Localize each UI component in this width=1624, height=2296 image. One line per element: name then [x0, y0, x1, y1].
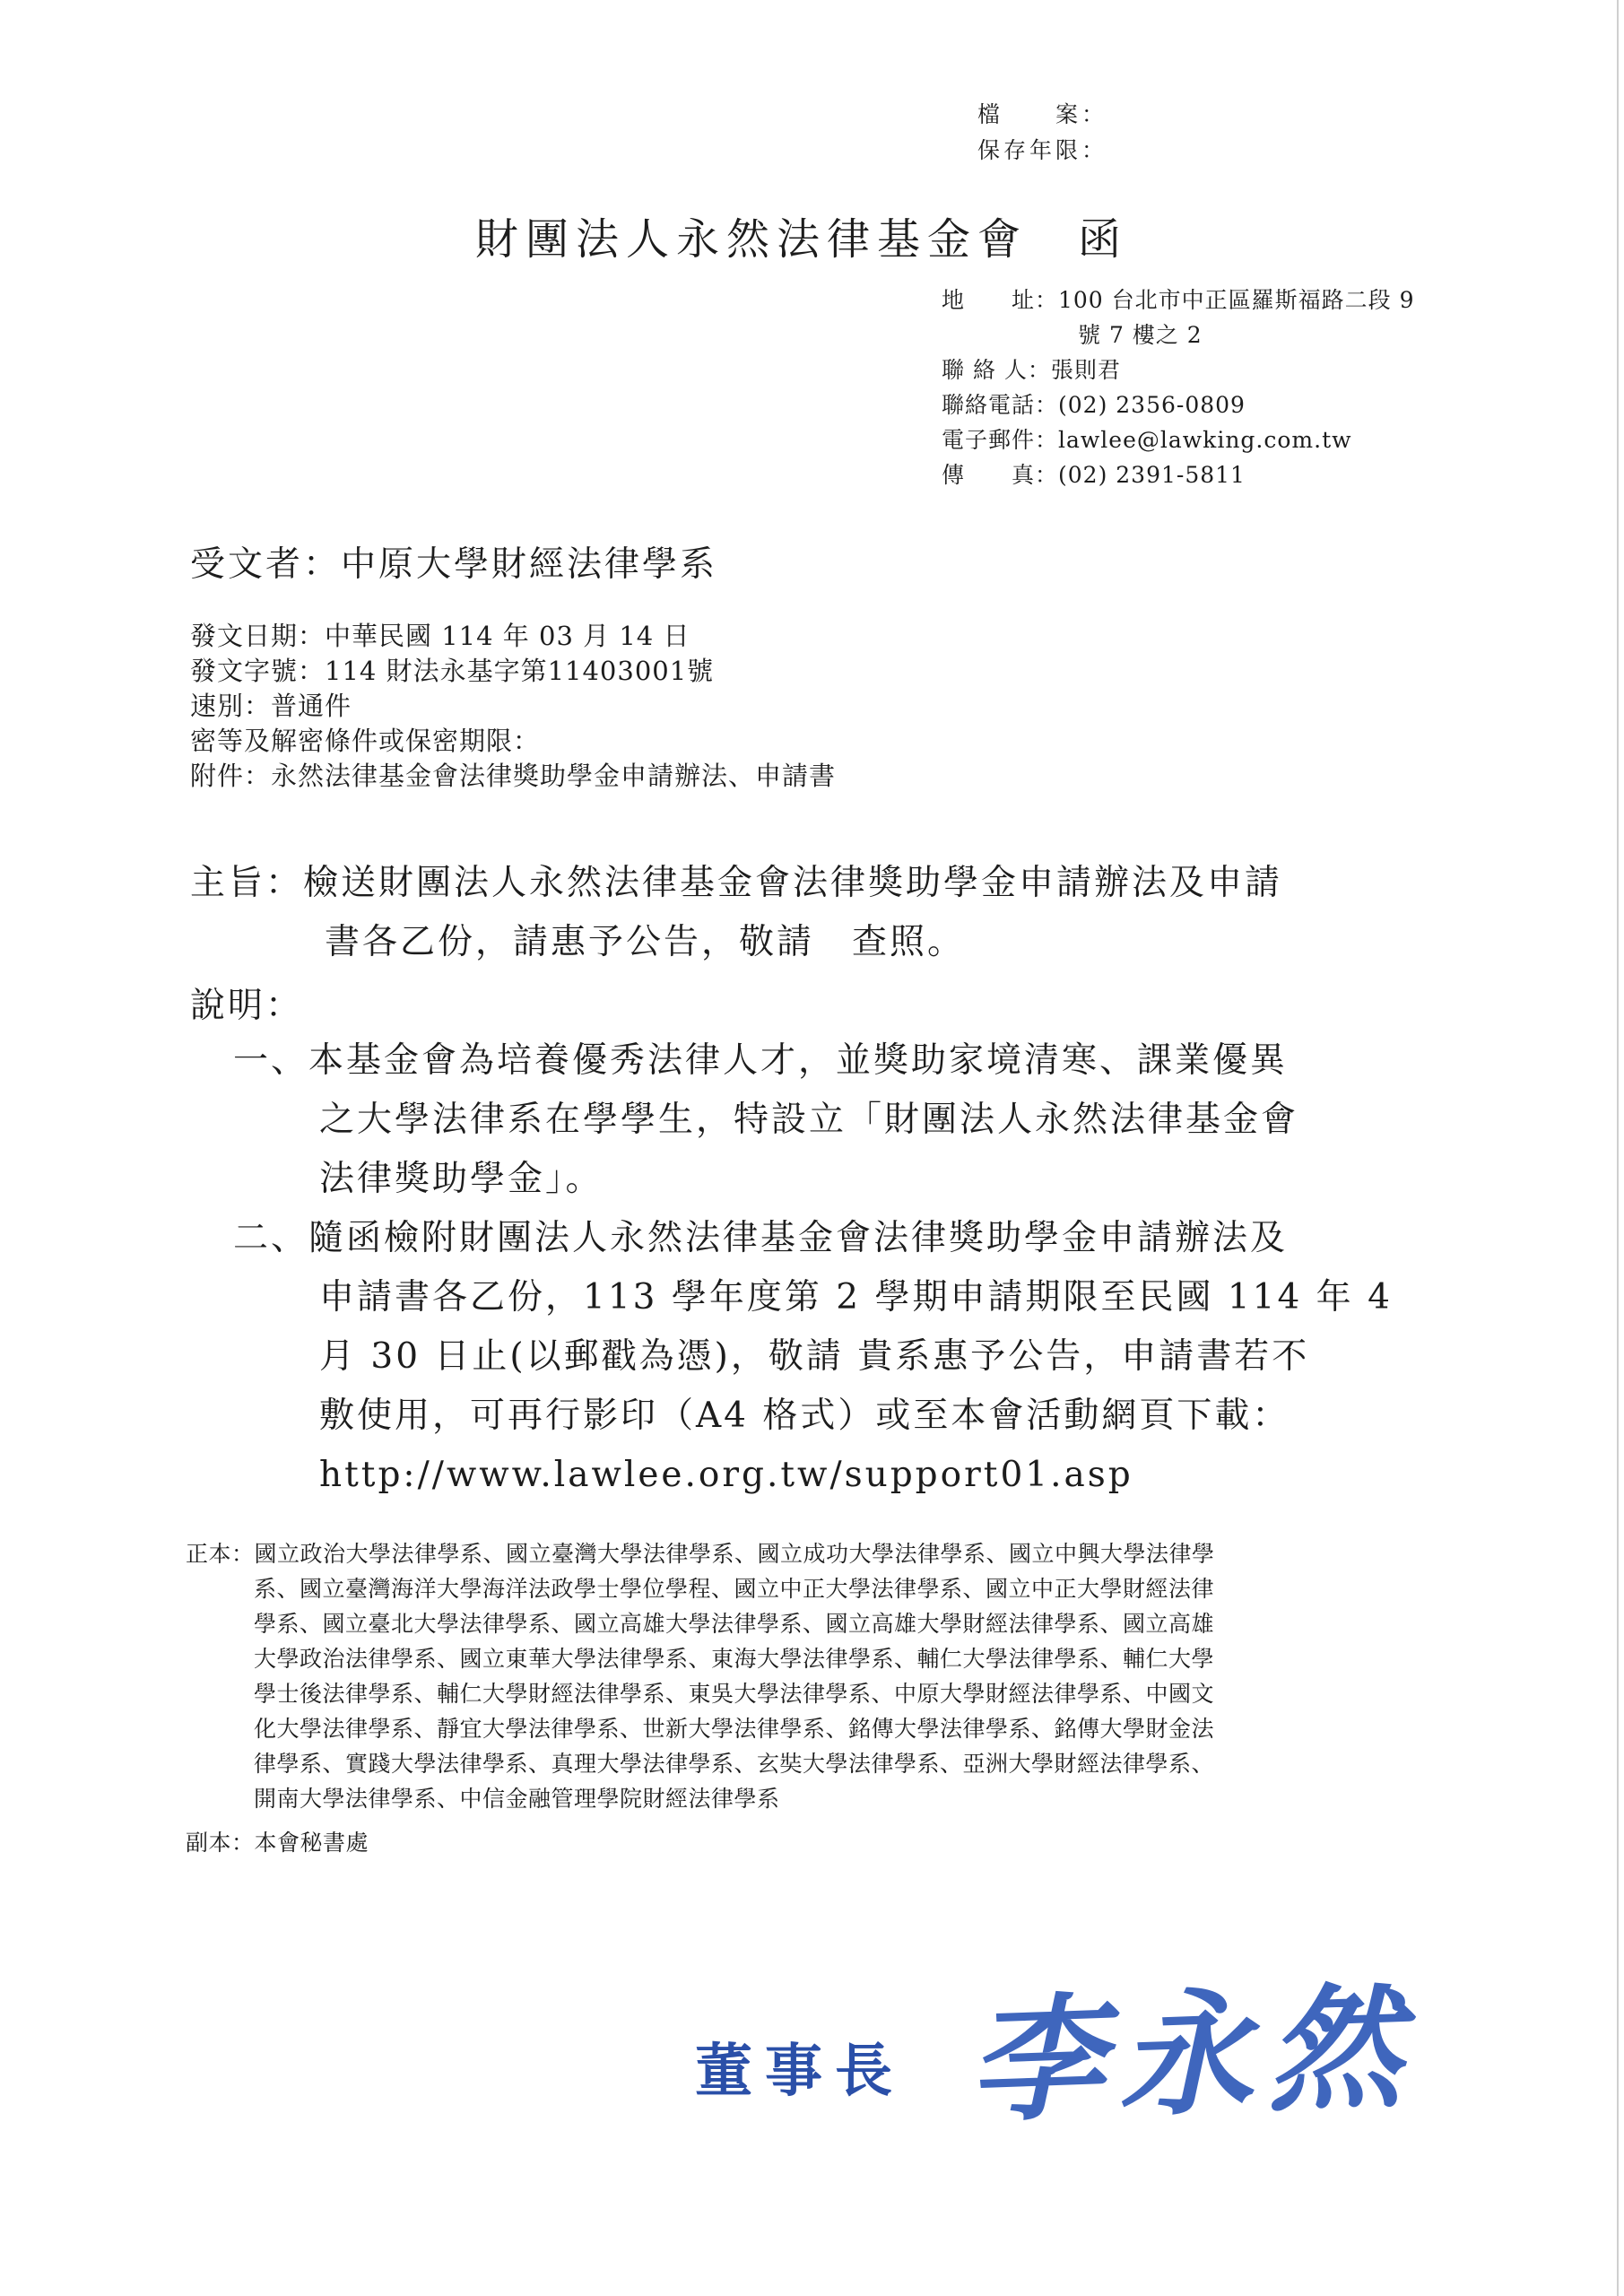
original-recipients-line: 學系、國立臺北大學法律學系、國立高雄大學法律學系、國立高雄大學財經法律學系、國立高雄: [254, 1611, 1215, 1637]
sender-address-line-2: 號 7 樓之 2: [1078, 322, 1203, 348]
explanation-item-1: [233, 1031, 1393, 1209]
original-recipients-line: 開南大學法律學系、中信金融管理學院財經法律學系: [254, 1786, 780, 1812]
subject-line-1: 主旨：檢送財團法人永然法律基金會法律獎助學金申請辦法及申請: [190, 863, 1283, 903]
explanation-item-1-line: 法律獎助學金」。: [319, 1159, 604, 1199]
original-recipients-line: 大學政治法律學系、國立東華大學法律學系、東海大學法律學系、輔仁大學法律學系、輔仁大學: [254, 1646, 1215, 1672]
explanation-heading: 說明：: [190, 986, 304, 1026]
explanation-item-1-line: 一、本基金會為培養優秀法律人才，並獎助家境清寒、課業優異: [233, 1040, 1289, 1081]
download-url[interactable]: http://www.lawlee.org.tw/support01.asp: [319, 1455, 1133, 1495]
scan-edge: [1617, 0, 1619, 2296]
subject-line-2: 書各乙份，請惠予公告，敬請 查照。: [325, 922, 966, 962]
filing-block: [977, 97, 1107, 169]
chairman-signature: 李永然: [966, 1968, 1419, 2142]
document-title: 財團法人永然法律基金會 函: [475, 214, 1129, 265]
sender-phone: 聯絡電話：(02) 2356-0809: [942, 392, 1246, 418]
attachment-line: 附件：永然法律基金會法律獎助學金申請辦法、申請書: [190, 761, 837, 791]
explanation-item-1-line: 之大學法律系在學學生，特設立「財團法人永然法律基金會: [319, 1100, 1299, 1140]
original-recipients-line: 正本：國立政治大學法律學系、國立臺灣大學法律學系、國立成功大學法律學系、國立中興大學法律學: [186, 1541, 1215, 1567]
explanation-item-2-line: 敷使用，可再行影印（A4 格式）或至本會活動網頁下載：: [319, 1396, 1290, 1436]
document-meta: [190, 619, 836, 794]
sender-email: 電子郵件：lawlee@lawking.com.tw: [942, 427, 1352, 453]
archive-label: 檔 案：: [977, 101, 1108, 127]
reference-number: 發文字號：114 財法永基字第11403001號: [190, 656, 715, 686]
recipient-line: 受文者：中原大學財經法律學系: [190, 544, 718, 585]
issue-date: 發文日期：中華民國 114 年 03 月 14 日: [190, 621, 690, 651]
explanation-item-2: [233, 1209, 1393, 1505]
original-recipients-line: 學士後法律學系、輔仁大學財經法律學系、東吳大學法律學系、中原大學財經法律學系、中國文: [254, 1681, 1215, 1707]
sender-address-line-1: 地 址：100 台北市中正區羅斯福路二段 9: [942, 287, 1415, 313]
explanation-items: [233, 1031, 1393, 1505]
explanation-item-2-line: 二、隨函檢附財團法人永然法律基金會法律獎助學金申請辦法及: [233, 1218, 1289, 1258]
explanation-item-2-line: 申請書各乙份，113 學年度第 2 學期申請期限至民國 114 年 4: [319, 1277, 1393, 1318]
distribution-block: [186, 1536, 1215, 1860]
security-level: 密等及解密條件或保密期限：: [190, 726, 541, 756]
delivery-speed: 速別：普通件: [190, 691, 352, 721]
original-recipients-line: 化大學法律學系、靜宜大學法律學系、世新大學法律學系、銘傳大學法律學系、銘傳大學財金法: [254, 1716, 1215, 1742]
retention-label: 保存年限：: [977, 137, 1108, 163]
explanation-item-2-line: 月 30 日止(以郵戳為憑)，敬請 貴系惠予公告，申請書若不: [319, 1336, 1310, 1377]
sender-contact: 聯 絡 人：張則君: [942, 357, 1121, 383]
copy-recipients-line: 副本：本會秘書處: [186, 1830, 369, 1856]
sender-fax: 傳 真：(02) 2391-5811: [942, 462, 1246, 488]
subject-block: [190, 854, 1282, 972]
chairman-title-stamp: 董事長: [695, 2038, 905, 2105]
sender-info: [942, 283, 1415, 492]
original-recipients-line: 律學系、實踐大學法律學系、真理大學法律學系、玄奘大學法律學系、亞洲大學財經法律學系、: [254, 1751, 1215, 1777]
original-recipients-line: 系、國立臺灣海洋大學海洋法政學士學位學程、國立中正大學法律學系、國立中正大學財經法律: [254, 1576, 1215, 1602]
